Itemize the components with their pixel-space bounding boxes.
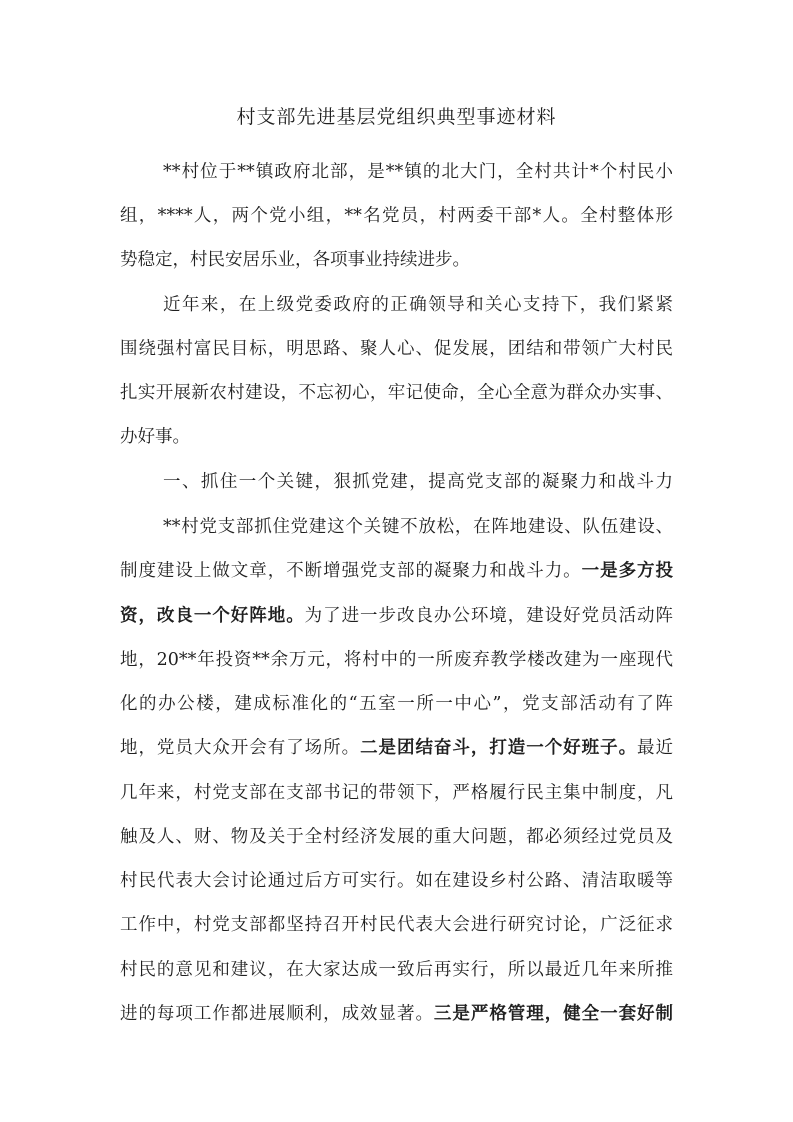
- paragraph-3-line-8: 触及人、财、物及关于全村经济发展的重大问题，都必须经过党员及: [120, 827, 673, 847]
- paragraph-1-line-3: 势稳定，村民安居乐业，各项事业持续进步。: [120, 250, 470, 270]
- paragraph-3-line-12: [120, 1000, 673, 1028]
- paragraph-text: 最近: [637, 738, 674, 758]
- paragraph-3-line-2: [120, 557, 673, 585]
- paragraph-3-line-7: 几年来，村党支部在支部书记的带领下，严格履行民主集中制度，凡: [120, 783, 673, 803]
- bold-lead-phrase: 二是团结奋斗，打造一个好班子。: [360, 738, 638, 758]
- paragraph-text: 为了进一步改良办公环境，建设好党员活动阵: [304, 606, 673, 626]
- bold-lead-phrase: 资，改良一个好阵地。: [120, 606, 305, 626]
- paragraph-text: 进的每项工作都进展顺利，成效显著。: [120, 1004, 434, 1024]
- paragraph-2-line-2: 围绕强村富民目标，明思路、聚人心、促发展，团结和带领广大村民: [120, 339, 673, 359]
- paragraph-3-line-3: [120, 602, 673, 630]
- paragraph-3-line-6: [120, 734, 673, 762]
- paragraph-3-line-11: 村民的意见和建议，在大家达成一致后再实行，所以最近几年来所推: [120, 960, 673, 980]
- paragraph-3-line-5: 化的办公楼，建成标准化的“五室一所一中心”，党支部活动有了阵: [120, 694, 673, 714]
- paragraph-3-line-1: **村党支部抓住党建这个关键不放松，在阵地建设、队伍建设、: [163, 517, 673, 537]
- paragraph-3-line-10: 工作中，村党支部都坚持召开村民代表大会进行研究讨论，广泛征求: [120, 915, 673, 935]
- paragraph-3-line-4: 地，20**年投资**余万元，将村中的一所废弃教学楼改建为一座现代: [120, 650, 673, 670]
- paragraph-text: 地，党员大众开会有了场所。: [120, 738, 361, 758]
- paragraph-2-line-1: 近年来，在上级党委政府的正确领导和关心支持下，我们紧紧: [163, 295, 673, 315]
- bold-lead-phrase: 一是多方投: [581, 561, 674, 581]
- paragraph-2-line-3: 扎实开展新农村建设，不忘初心，牢记使命，全心全意为群众办实事、: [120, 383, 673, 403]
- section-heading-1: 一、抓住一个关键，狠抓党建，提高党支部的凝聚力和战斗力: [163, 472, 673, 492]
- paragraph-3-line-9: 村民代表大会讨论通过后方可实行。如在建设乡村公路、清洁取暖等: [120, 871, 673, 891]
- paragraph-1-line-2: 组，****人，两个党小组，**名党员，村两委干部*人。全村整体形: [120, 206, 673, 226]
- paragraph-2-line-4: 办好事。: [120, 427, 190, 447]
- document-title: 村支部先进基层党组织典型事迹材料: [236, 106, 557, 128]
- paragraph-text: 制度建设上做文章，不断增强党支部的凝聚力和战斗力。: [120, 561, 582, 581]
- paragraph-1-line-1: **村位于**镇政府北部，是**镇的北大门，全村共计*个村民小: [163, 162, 673, 182]
- bold-lead-phrase: 三是严格管理，健全一套好制: [433, 1004, 674, 1024]
